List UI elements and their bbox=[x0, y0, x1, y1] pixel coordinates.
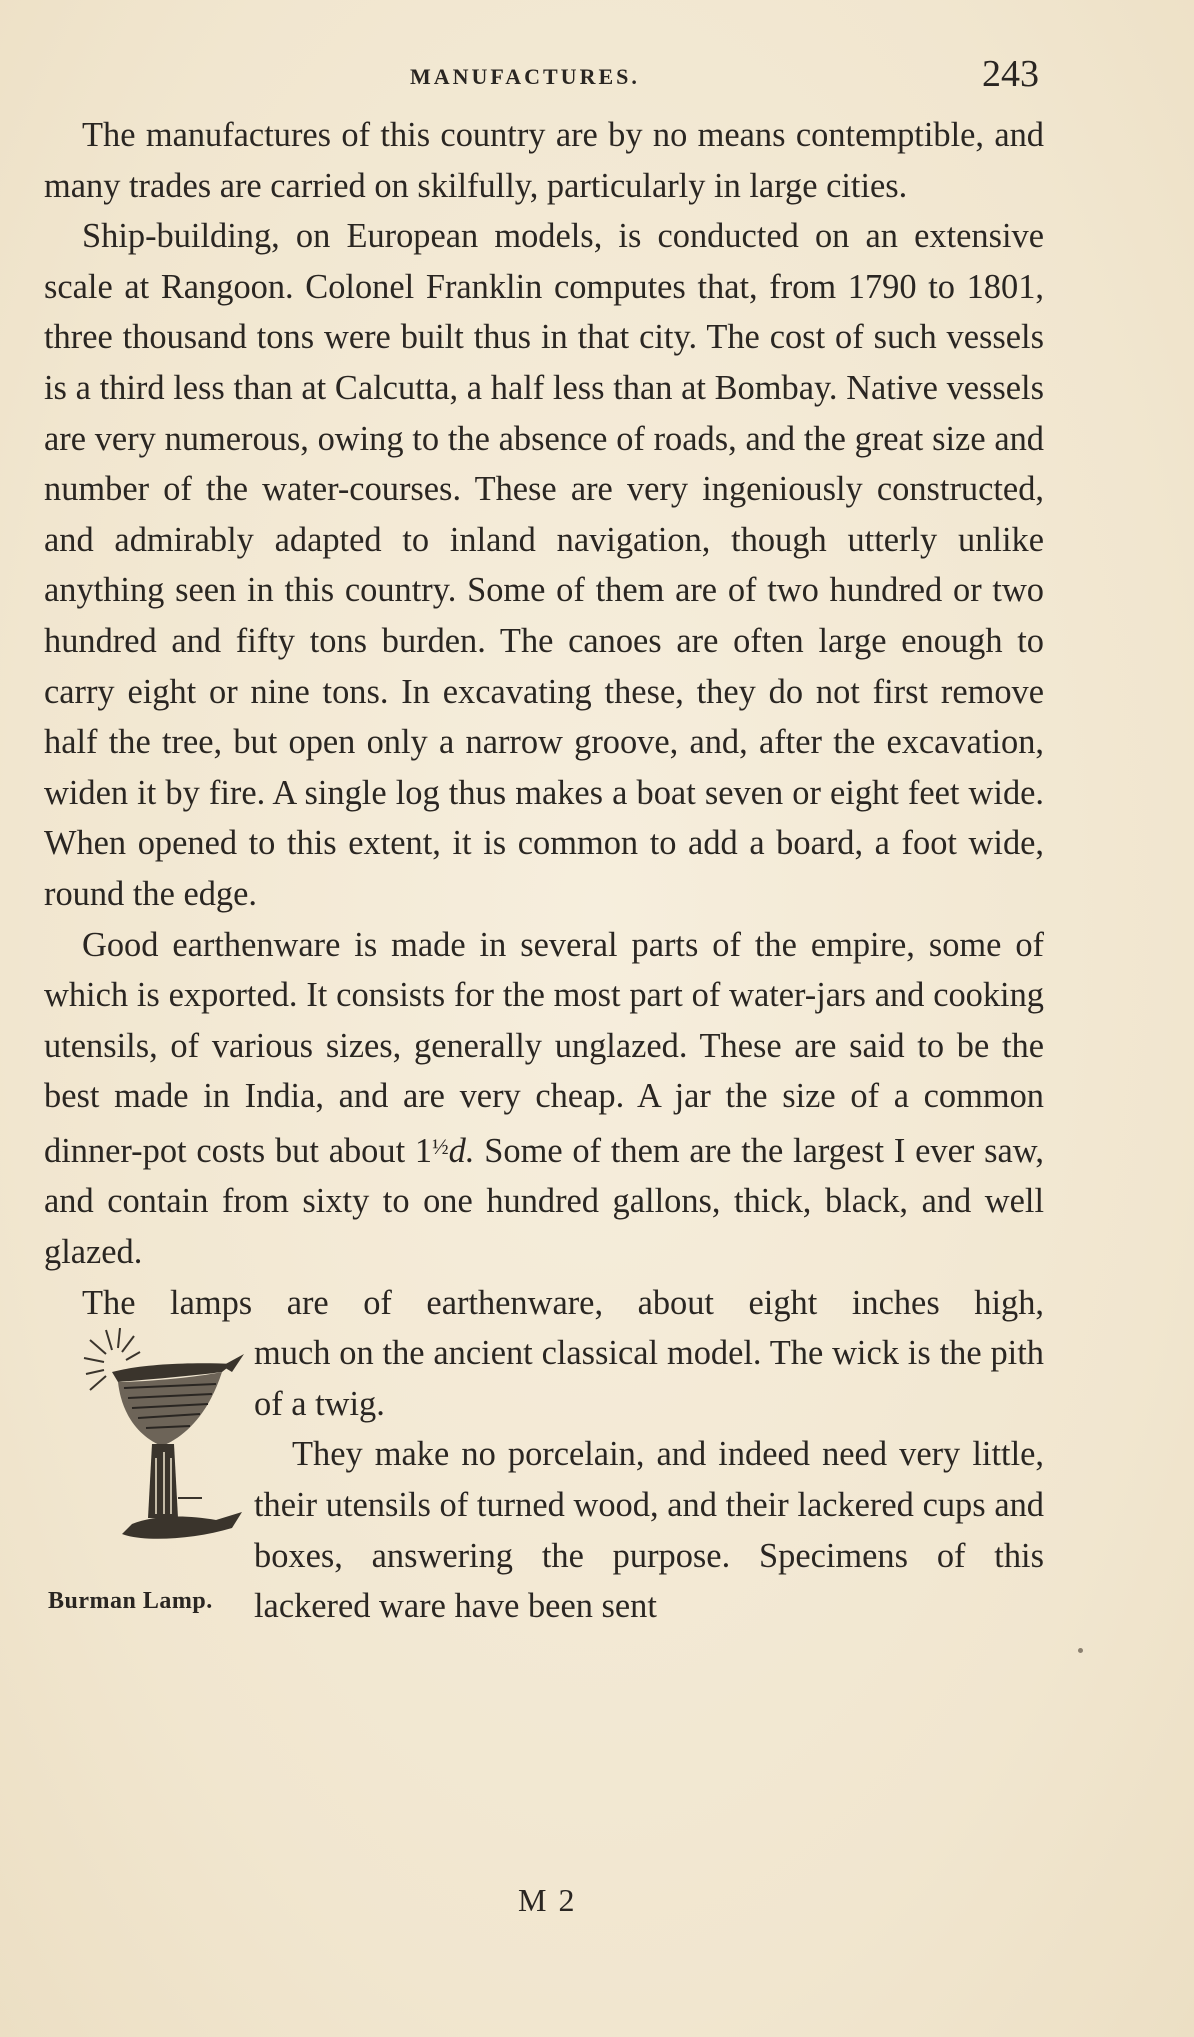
pence-unit: d. bbox=[448, 1131, 475, 1170]
paragraph-ship-building: Ship-building, on European models, is conducted on an extensive scale at Rangoon. Colonel Franklin computes that, from 1790 to 1801, three thousand tons were built thus in that city. The cost of such vessels is a third less than at Calcutta, a half less than at Bombay. Native vessels are very numerous, owing to the absence of roads, and the great size and number of the water-courses. These are very ingeniously constructed, and admirably adapted to inland navigation, though utterly unlike anything seen in this country. Some of them are of two hundred or two hundred and fifty tons burden. The canoes are often large enough to carry eight or nine tons. In excavating these, they do not first remove half the tree, but open only a narrow groove, and, after the excavation, widen it by fire. A single log thus makes a boat seven or eight feet wide. When opened to this extent, it is common to add a board, a foot wide, round the edge. bbox=[44, 217, 1044, 913]
paragraph-manufactures: The manufactures of this country are by no means contemptible, and many trades are carried on skilfully, particularly in large cities. bbox=[44, 116, 1044, 205]
paper-speck bbox=[1078, 1648, 1083, 1653]
lamp-figure bbox=[40, 1328, 254, 1638]
figure-caption: Burman Lamp. bbox=[48, 1588, 213, 1615]
paragraph-lamps-intro: The lamps are of earthenware, about eight inches high, bbox=[82, 1283, 1044, 1322]
earthenware-text-after: Some of them are the largest I ever saw, and contain from sixty to one hundred gallons, thick, black, and well glazed. bbox=[44, 1131, 1044, 1272]
fraction-half: ½ bbox=[432, 1133, 449, 1159]
paragraph-earthenware bbox=[44, 920, 1044, 1278]
running-head bbox=[0, 52, 1194, 102]
body-text bbox=[44, 110, 1044, 1638]
paragraph-porcelain: They make no porcelain, and indeed need very little, their utensils of turned wood, and their lackered cups and boxes, answering the purpose. Specimens of this lackered ware have been sent bbox=[254, 1435, 1044, 1626]
page-number: 243 bbox=[982, 53, 1039, 95]
burman-lamp-illustration-icon bbox=[82, 1328, 252, 1578]
earthenware-text-before: Good earthenware is made in several parts of the empire, some of which is exported. It consists for the most part of water-jars and cooking utensils, of various sizes, generally unglazed. These are said to be the best made in India, and are very cheap. A jar the size of a common dinner-pot costs but about 1 bbox=[44, 925, 1044, 1170]
paragraph-lamps-rest: much on the ancient classical model. The wick is the pith of a twig. bbox=[254, 1334, 1044, 1423]
running-title: MANUFACTURES. bbox=[410, 64, 640, 89]
signature-mark: M 2 bbox=[518, 1882, 577, 1918]
